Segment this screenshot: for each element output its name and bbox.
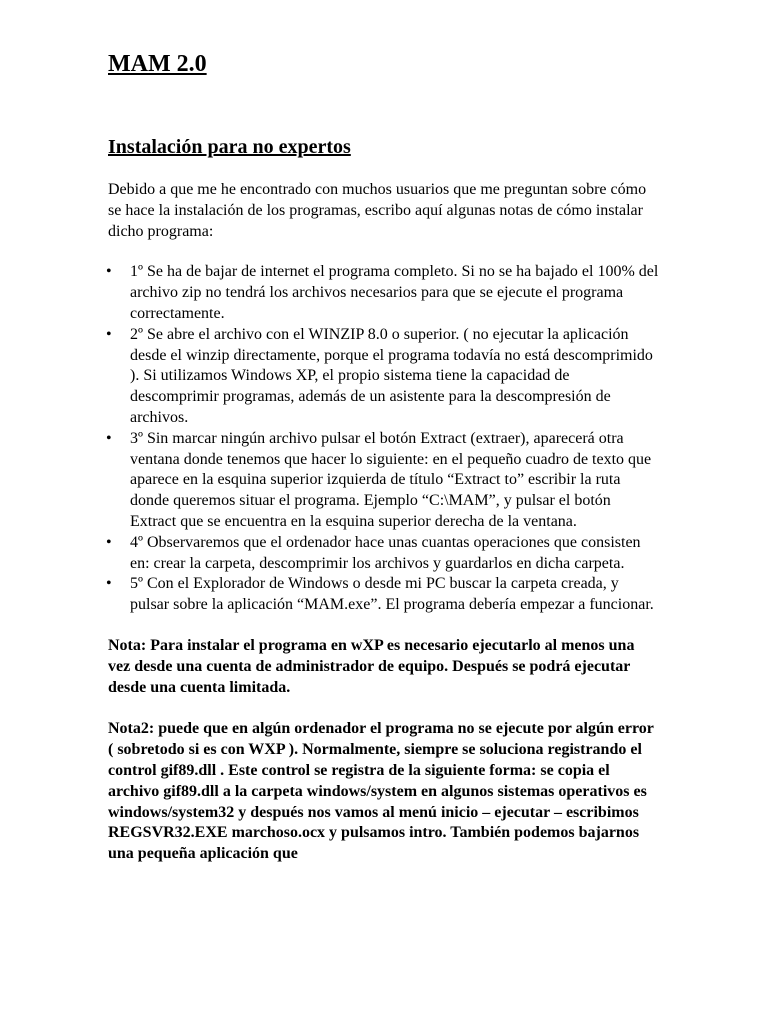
bullet-icon: •	[106, 325, 112, 343]
step-text: 1º Se ha de bajar de internet el programa completo. Si no se ha bajado el 100% del archivo zip no tendrá los archivos necesarios para que se ejecute el programa correctamente.	[130, 263, 659, 322]
step-text: 5º Con el Explorador de Windows o desde mi PC buscar la carpeta creada, y pulsar sobre la aplicación “MAM.exe”. El programa debería empezar a funcionar.	[130, 575, 654, 614]
document-title: MAM 2.0	[108, 51, 207, 77]
list-item	[108, 533, 660, 575]
section-title: Instalación para no expertos	[108, 136, 351, 158]
list-item	[108, 325, 660, 429]
installation-steps-list	[108, 262, 660, 616]
note-troubleshooting: Nota2: puede que en algún ordenador el programa no se ejecute por algún error ( sobretodo si es con WXP ). Normalmente, siempre se soluciona registrando el control gif89.dll . Este control se registra de la siguiente forma: se copia el archivo gif89.dll a la carpeta windows/system en algunos sistemas operativos es windows/system32 y después nos vamos al menú inicio – ejecutar – escribimos REGSVR32.EXE marchoso.ocx y pulsamos intro. También podemos bajarnos una pequeña aplicación que	[108, 720, 654, 863]
bullet-icon: •	[106, 429, 112, 447]
note-admin: Nota: Para instalar el programa en wXP es necesario ejecutarlo al menos una vez desde una cuenta de administrador de equipo. Después se podrá ejecutar desde una cuenta limitada.	[108, 636, 635, 696]
document-page	[108, 46, 660, 865]
step-text: 2º Se abre el archivo con el WINZIP 8.0 o superior. ( no ejecutar la aplicación desde el winzip directamente, porque el programa todavía no está descomprimido ). Si utilizamos Windows XP, el propio sistema tiene la capacidad de descomprimir programas, además de un asistente para la descompresión de archivos.	[130, 325, 653, 426]
step-text: 4º Observaremos que el ordenador hace unas cuantas operaciones que consisten en: crear la carpeta, descomprimir los archivos y guardarlos en dicha carpeta.	[130, 533, 641, 572]
intro-paragraph: Debido a que me he encontrado con muchos usuarios que me preguntan sobre cómo se hace la instalación de los programas, escribo aquí algunas notas de cómo instalar dicho programa:	[108, 181, 647, 240]
list-item	[108, 262, 660, 324]
list-item	[108, 429, 660, 533]
bullet-icon: •	[106, 263, 112, 281]
step-text: 3º Sin marcar ningún archivo pulsar el botón Extract (extraer), aparecerá otra ventana donde tenemos que hacer lo siguiente: en el pequeño cuadro de texto que aparece en la esquina superior izquierda de título “Extract to” escribir la ruta donde queremos situar el programa. Ejemplo “C:\MAM”, y pulsar el botón Extract que se encuentra en la esquina superior derecha de la ventana.	[130, 429, 652, 530]
list-item	[108, 574, 660, 616]
bullet-icon: •	[106, 533, 112, 551]
bullet-icon: •	[106, 575, 112, 593]
